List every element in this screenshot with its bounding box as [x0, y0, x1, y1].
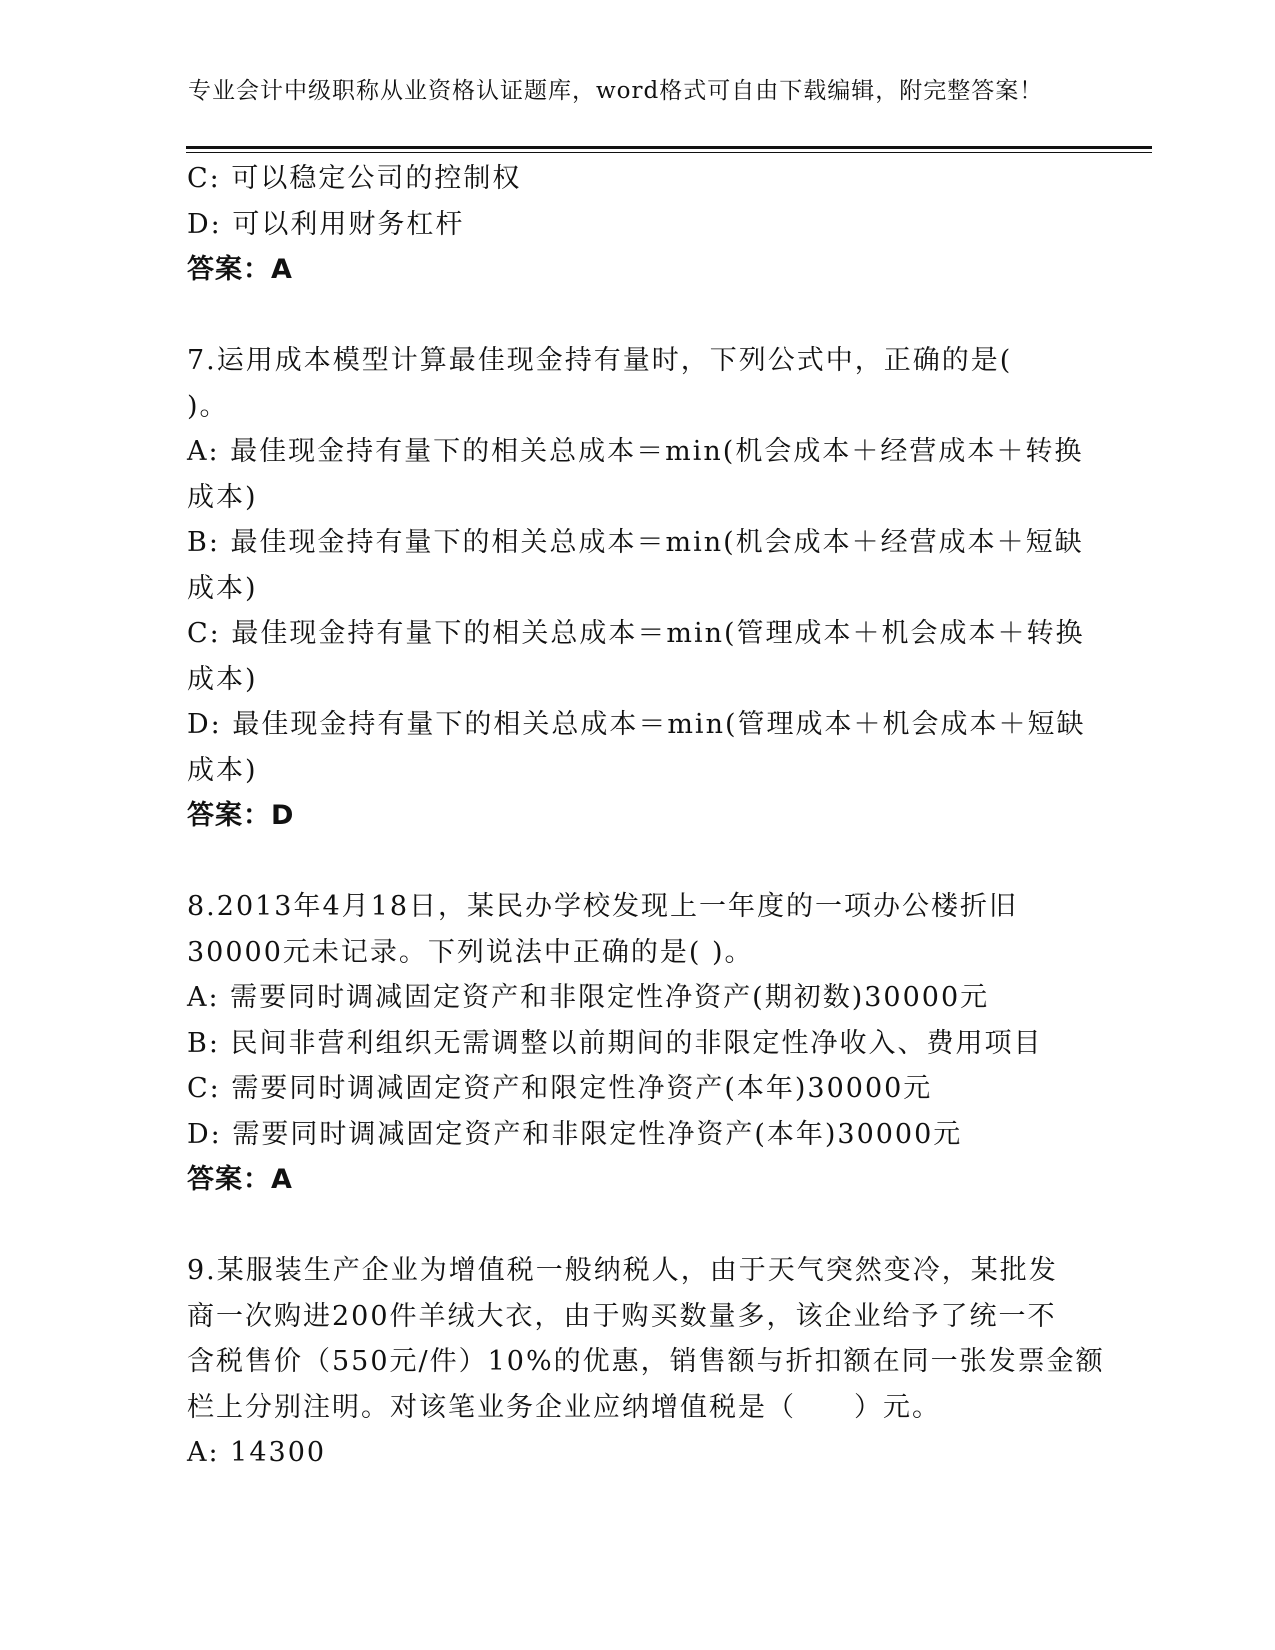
question-stem: 栏上分别注明。对该笔业务企业应纳增值税是（ ）元。 — [187, 1391, 941, 1423]
option-d: D: 最佳现金持有量下的相关总成本＝min(管理成本＋机会成本＋短缺 — [187, 709, 1086, 740]
question-stem: 8.2013年4月18日，某民办学校发现上一年度的一项办公楼折旧 — [187, 891, 1019, 922]
answer: 答案：D — [187, 800, 295, 831]
option-a: A: 最佳现金持有量下的相关总成本＝min(机会成本＋经营成本＋转换 — [187, 436, 1084, 467]
option-a: A: 需要同时调减固定资产和非限定性净资产(期初数)30000元 — [187, 982, 990, 1013]
spacer — [187, 293, 1087, 339]
spacer — [187, 839, 1087, 885]
question-stem: )。 — [187, 390, 229, 422]
option-a: A: 14300 — [187, 1437, 327, 1468]
option-b: B: 最佳现金持有量下的相关总成本＝min(机会成本＋经营成本＋短缺 — [187, 527, 1084, 558]
question-stem: 7.运用成本模型计算最佳现金持有量时，下列公式中，正确的是( — [187, 345, 1013, 376]
header-rule-thin — [186, 152, 1152, 153]
option-a-cont: 成本) — [187, 481, 258, 513]
option-d: D: 需要同时调减固定资产和非限定性净资产(本年)30000元 — [187, 1118, 963, 1150]
question-stem: 含税售价（550元/件）10%的优惠，销售额与折扣额在同一张发票金额 — [187, 1346, 1105, 1377]
option-b: B: 民间非营利组织无需调整以前期间的非限定性净收入、费用项目 — [187, 1027, 1043, 1059]
option-d: D: 可以利用财务杠杆 — [187, 208, 465, 240]
option-c-cont: 成本) — [187, 663, 258, 695]
question-stem: 30000元未记录。下列说法中正确的是( )。 — [187, 936, 754, 968]
question-content — [187, 156, 1105, 1476]
question-stem: 9.某服装生产企业为增值税一般纳税人，由于天气突然变冷，某批发 — [187, 1255, 1058, 1286]
option-b-cont: 成本) — [187, 572, 258, 604]
header-rule — [186, 146, 1152, 149]
question-stem: 商一次购进200件羊绒大衣，由于购买数量多，该企业给予了统一不 — [187, 1300, 1057, 1332]
page-header: 专业会计中级职称从业资格认证题库，word格式可自由下载编辑，附完整答案！ — [188, 78, 1044, 104]
option-c: C: 需要同时调减固定资产和限定性净资产(本年)30000元 — [187, 1073, 933, 1104]
option-d-cont: 成本) — [187, 754, 258, 786]
answer: 答案：A — [187, 254, 293, 285]
answer: 答案：A — [187, 1164, 293, 1195]
option-c: C: 可以稳定公司的控制权 — [187, 163, 522, 194]
option-c: C: 最佳现金持有量下的相关总成本＝min(管理成本＋机会成本＋转换 — [187, 618, 1085, 649]
spacer — [187, 1203, 1087, 1249]
